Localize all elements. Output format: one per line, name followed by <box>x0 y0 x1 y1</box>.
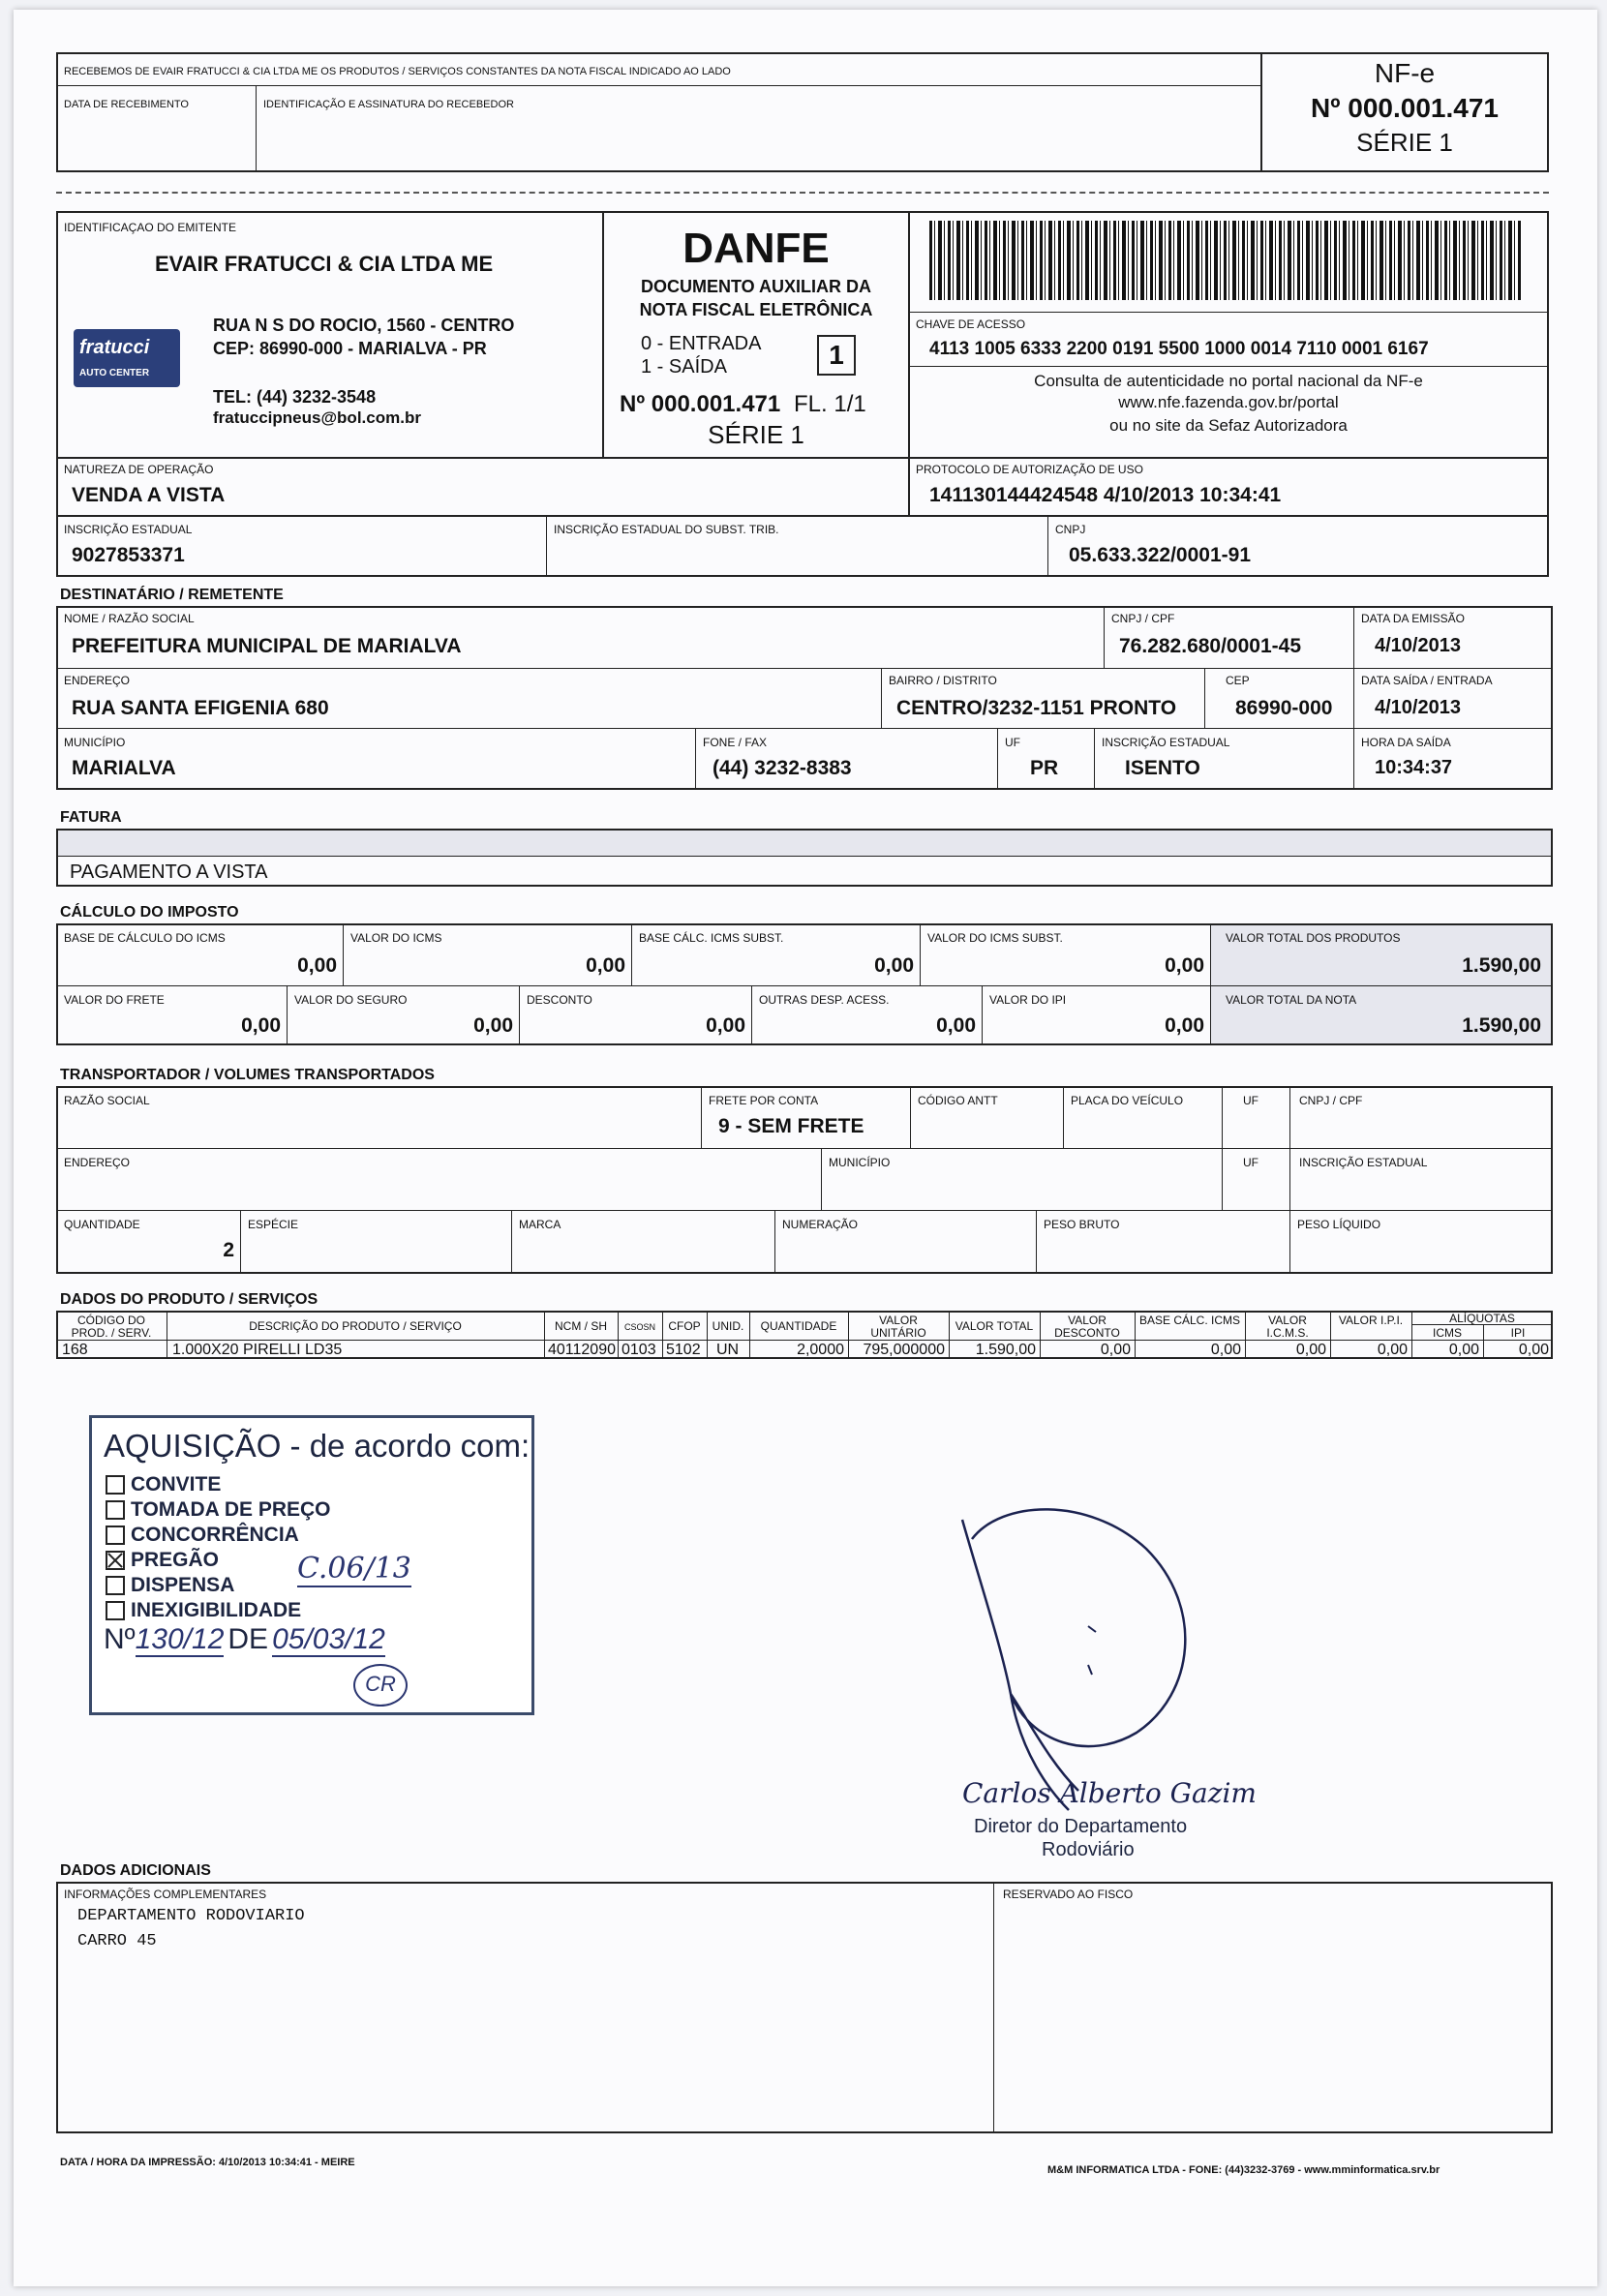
th-ncm: NCM / SH <box>555 1319 607 1333</box>
emitente-cep: CEP: 86990-000 - MARIALVA - PR <box>213 339 487 358</box>
ipi-label: VALOR DO IPI <box>989 993 1067 1007</box>
td-valor-ipi: 0,00 <box>1377 1342 1408 1358</box>
th-valor-ipi: VALOR I.P.I. <box>1338 1314 1404 1327</box>
stamp-concorrencia-label: CONCORRÊNCIA <box>131 1524 299 1546</box>
stamp-inexigibilidade-label: INEXIGIBILIDADE <box>131 1599 302 1621</box>
frete-label: VALOR DO FRETE <box>64 993 165 1007</box>
chave-consulta3: ou no site da Sefaz Autorizadora <box>1109 416 1348 435</box>
rodape-impressao: DATA / HORA DA IMPRESSÃO: 4/10/2013 10:34:41 - MEIRE <box>60 2157 355 2168</box>
td-quantidade: 2,0000 <box>797 1342 844 1358</box>
seguro-label: VALOR DO SEGURO <box>294 993 408 1007</box>
natureza-label: NATUREZA DE OPERAÇÃO <box>64 463 214 476</box>
th-base-icms: BASE CÁLC. ICMS <box>1138 1314 1241 1327</box>
rodape-software: M&M INFORMATICA LTDA - FONE: (44)3232-3769 - www.mminformatica.srv.br <box>1047 2164 1440 2176</box>
protocolo-label: PROTOCOLO DE AUTORIZAÇÃO DE USO <box>916 463 1143 476</box>
danfe-saida: 1 - SAÍDA <box>641 356 727 378</box>
dest-saida: 4/10/2013 <box>1375 697 1461 718</box>
dest-bairro-label: BAIRRO / DISTRITO <box>889 674 997 687</box>
transp-numeracao-label: NUMERAÇÃO <box>782 1218 859 1231</box>
fatura-valor: PAGAMENTO A VISTA <box>70 861 268 883</box>
dest-nome-label: NOME / RAZÃO SOCIAL <box>64 612 195 625</box>
td-base-icms: 0,00 <box>1210 1342 1241 1358</box>
th-codigo: CÓDIGO DO PROD. / SERV. <box>71 1314 152 1340</box>
cnpj-label: CNPJ <box>1055 523 1086 536</box>
canhoto-serie: SÉRIE 1 <box>1356 128 1453 157</box>
dest-cep: 86990-000 <box>1235 697 1333 719</box>
danfe-sub2: NOTA FISCAL ELETRÔNICA <box>639 300 873 319</box>
dest-cep-label: CEP <box>1226 674 1250 687</box>
stamp-de: DE <box>227 1623 269 1655</box>
seguro: 0,00 <box>473 1014 513 1037</box>
fatura-titulo: FATURA <box>60 809 122 826</box>
ie-subst-label: INSCRIÇÃO ESTADUAL DO SUBST. TRIB. <box>554 523 779 536</box>
desconto-label: DESCONTO <box>527 993 592 1007</box>
chave-consulta2: www.nfe.fazenda.gov.br/portal <box>1118 393 1339 411</box>
stamp-concorrencia <box>106 1523 331 1548</box>
desconto: 0,00 <box>706 1014 745 1037</box>
logo-sub: AUTO CENTER <box>79 368 150 378</box>
transp-municipio-label: MUNICÍPIO <box>829 1156 891 1169</box>
transp-frete: 9 - SEM FRETE <box>718 1115 864 1137</box>
canhoto-numero: Nº 000.001.471 <box>1311 93 1499 123</box>
th-descricao: DESCRIÇÃO DO PRODUTO / SERVIÇO <box>249 1319 462 1333</box>
transp-uf2-label: UF <box>1243 1156 1258 1169</box>
dest-nome: PREFEITURA MUNICIPAL DE MARIALVA <box>72 635 462 657</box>
th-csosn: CSOSN <box>623 1322 655 1332</box>
danfe-tipo-box: 1 <box>817 335 856 376</box>
dest-emissao-label: DATA DA EMISSÃO <box>1361 612 1465 625</box>
stamp-titulo: AQUISIÇÃO - de acordo com: <box>104 1428 531 1464</box>
stamp-dispensa-label: DISPENSA <box>131 1574 235 1596</box>
aquisicao-stamp <box>89 1415 534 1715</box>
fisco-label: RESERVADO AO FISCO <box>1003 1888 1134 1901</box>
td-unid: UN <box>716 1342 740 1358</box>
transp-antt-label: CÓDIGO ANTT <box>918 1094 998 1107</box>
danfe-entrada: 0 - ENTRADA <box>641 333 762 354</box>
canhoto-data-label: DATA DE RECEBIMENTO <box>64 99 189 110</box>
assinatura-cargo1: Diretor do Departamento <box>974 1816 1188 1837</box>
dest-fone: (44) 3232-8383 <box>713 757 852 779</box>
canhoto-nfe: NF-e <box>1374 58 1436 88</box>
signature-scribble <box>943 1500 1214 1820</box>
th-unid: UNID. <box>712 1319 744 1333</box>
transp-frete-label: FRETE POR CONTA <box>709 1094 819 1107</box>
emitente-label: IDENTIFICAÇAO DO EMITENTE <box>64 221 237 234</box>
dest-ie-label: INSCRIÇÃO ESTADUAL <box>1102 736 1230 749</box>
transp-endereco-label: ENDEREÇO <box>64 1156 131 1169</box>
transportador-titulo: TRANSPORTADOR / VOLUMES TRANSPORTADOS <box>60 1067 435 1083</box>
stamp-rubrica: CR <box>353 1664 408 1707</box>
danfe-fl: FL. 1/1 <box>794 391 866 417</box>
transp-quantidade: 2 <box>223 1239 234 1261</box>
info-linha2: CARRO 45 <box>77 1932 157 1950</box>
valor-icms-label: VALOR DO ICMS <box>350 931 442 945</box>
ie-valor: 9027853371 <box>72 544 185 566</box>
td-unitario: 795,000000 <box>863 1342 945 1358</box>
th-aliq-icms: ICMS <box>1433 1326 1462 1340</box>
dest-uf: PR <box>1030 757 1059 779</box>
total-nota: 1.590,00 <box>1462 1014 1541 1037</box>
td-descricao: 1.000X20 PIRELLI LD35 <box>172 1342 343 1358</box>
cut-line <box>56 192 1549 194</box>
assinatura-cargo2: Rodoviário <box>1042 1839 1135 1860</box>
dest-endereco-label: ENDEREÇO <box>64 674 131 687</box>
produtos-titulo: DADOS DO PRODUTO / SERVIÇOS <box>60 1291 318 1308</box>
ie-row <box>56 515 1549 577</box>
dest-saida-label: DATA SAÍDA / ENTRADA <box>1361 674 1493 687</box>
th-quantidade: QUANTIDADE <box>760 1319 837 1333</box>
protocolo-valor: 141130144424548 4/10/2013 10:34:41 <box>929 484 1282 506</box>
total-produtos: 1.590,00 <box>1462 954 1541 977</box>
emitente-email: fratuccipneus@bol.com.br <box>213 408 421 427</box>
emitente-logo <box>74 329 180 387</box>
td-aliq-icms: 0,00 <box>1448 1342 1479 1358</box>
canhoto-texto: RECEBEMOS DE EVAIR FRATUCCI & CIA LTDA ME OS PRODUTOS / SERVIÇOS CONSTANTES DA NOTA FISCAL INDICADO AO LADO <box>64 66 731 77</box>
danfe-page <box>14 10 1597 2286</box>
checkbox-icon <box>106 1576 125 1595</box>
stamp-tomada <box>106 1497 331 1523</box>
dest-uf-label: UF <box>1005 736 1020 749</box>
td-aliq-ipi: 0,00 <box>1518 1342 1549 1358</box>
transp-liquido-label: PESO LÍQUIDO <box>1297 1218 1381 1231</box>
danfe-numero: Nº 000.001.471 <box>620 391 781 417</box>
transp-uf-label: UF <box>1243 1094 1258 1107</box>
logo-text: fratucci <box>79 337 150 358</box>
emitente-endereco: RUA N S DO ROCIO, 1560 - CENTRO <box>213 316 515 335</box>
emitente-tel: TEL: (44) 3232-3548 <box>213 387 377 407</box>
outras-label: OUTRAS DESP. ACESS. <box>759 993 890 1007</box>
dest-cnpj-label: CNPJ / CPF <box>1111 612 1175 625</box>
dest-municipio: MARIALVA <box>72 757 176 779</box>
th-total: VALOR TOTAL <box>955 1319 1034 1333</box>
th-aliq-ipi: IPI <box>1510 1326 1526 1340</box>
ipi: 0,00 <box>1165 1014 1204 1037</box>
canhoto-ident-label: IDENTIFICAÇÃO E ASSINATURA DO RECEBEDOR <box>263 99 514 110</box>
valor-subst-label: VALOR DO ICMS SUBST. <box>927 931 1063 945</box>
dest-bairro: CENTRO/3232-1151 PRONTO <box>896 697 1177 719</box>
danfe-serie: SÉRIE 1 <box>708 420 804 449</box>
th-valor-icms: VALOR I.C.M.S. <box>1266 1314 1309 1340</box>
info-linha1: DEPARTAMENTO RODOVIARIO <box>77 1907 305 1925</box>
transp-razao-label: RAZÃO SOCIAL <box>64 1094 150 1107</box>
dest-emissao: 4/10/2013 <box>1375 635 1461 656</box>
transp-placa-label: PLACA DO VEÍCULO <box>1071 1094 1184 1107</box>
checkbox-icon <box>106 1500 125 1520</box>
base-icms-label: BASE DE CÁLCULO DO ICMS <box>64 931 226 945</box>
td-cfop: 5102 <box>666 1342 701 1358</box>
barcode <box>929 221 1522 300</box>
checkbox-icon <box>106 1475 125 1495</box>
td-csosn: 0103 <box>622 1342 656 1358</box>
ie-label: INSCRIÇÃO ESTADUAL <box>64 523 193 536</box>
info-label: INFORMAÇÕES COMPLEMENTARES <box>64 1888 267 1901</box>
dest-hora: 10:34:37 <box>1375 757 1453 778</box>
stamp-convite <box>106 1472 331 1497</box>
th-aliquotas: ALÍQUOTAS <box>1449 1312 1515 1325</box>
stamp-numero-prefix: Nº <box>104 1623 136 1655</box>
dest-ie: ISENTO <box>1125 757 1200 779</box>
stamp-convite-label: CONVITE <box>131 1473 222 1495</box>
cnpj-valor: 05.633.322/0001-91 <box>1069 544 1252 566</box>
destinatario-titulo: DESTINATÁRIO / REMETENTE <box>60 587 284 603</box>
total-nota-label: VALOR TOTAL DA NOTA <box>1226 993 1357 1007</box>
dest-endereco: RUA SANTA EFIGENIA 680 <box>72 697 329 719</box>
frete: 0,00 <box>241 1014 281 1037</box>
dest-municipio-label: MUNICÍPIO <box>64 736 126 749</box>
base-icms: 0,00 <box>297 954 337 977</box>
stamp-pregao-label: PREGÃO <box>131 1549 220 1571</box>
transp-quantidade-label: QUANTIDADE <box>64 1218 140 1231</box>
dest-fone-label: FONE / FAX <box>703 736 768 749</box>
assinatura-nome: Carlos Alberto Gazim <box>962 1777 1257 1809</box>
stamp-manuscrito: C.06/13 <box>297 1552 411 1586</box>
transp-ie-label: INSCRIÇÃO ESTADUAL <box>1299 1156 1428 1169</box>
total-produtos-label: VALOR TOTAL DOS PRODUTOS <box>1226 931 1401 945</box>
outras: 0,00 <box>936 1014 976 1037</box>
chave-label: CHAVE DE ACESSO <box>916 317 1026 331</box>
checked-box-icon <box>106 1551 125 1570</box>
base-subst-label: BASE CÁLC. ICMS SUBST. <box>639 931 784 945</box>
transp-bruto-label: PESO BRUTO <box>1044 1218 1120 1231</box>
stamp-data: 05/03/12 <box>272 1623 385 1655</box>
stamp-numero: 130/12 <box>135 1623 225 1655</box>
th-unitario: VALOR UNITÁRIO <box>870 1314 926 1340</box>
td-codigo: 168 <box>62 1342 88 1358</box>
dest-cnpj: 76.282.680/0001-45 <box>1119 635 1302 657</box>
transp-marca-label: MARCA <box>519 1218 561 1231</box>
stamp-tomada-label: TOMADA DE PREÇO <box>131 1498 331 1521</box>
transp-cnpj-label: CNPJ / CPF <box>1299 1094 1363 1107</box>
natureza-valor: VENDA A VISTA <box>72 484 226 506</box>
td-desconto: 0,00 <box>1100 1342 1131 1358</box>
td-ncm: 40112090 <box>548 1342 616 1358</box>
transp-especie-label: ESPÉCIE <box>248 1218 299 1231</box>
danfe-titulo: DANFE <box>682 225 830 272</box>
emitente-nome: EVAIR FRATUCCI & CIA LTDA ME <box>155 252 494 276</box>
stamp-numero-line <box>104 1623 385 1656</box>
chave-consulta1: Consulta de autenticidade no portal nacional da NF-e <box>1034 372 1423 390</box>
valor-subst: 0,00 <box>1165 954 1204 977</box>
checkbox-icon <box>106 1601 125 1620</box>
td-total: 1.590,00 <box>975 1342 1036 1358</box>
adicionais-titulo: DADOS ADICIONAIS <box>60 1862 211 1879</box>
danfe-sub1: DOCUMENTO AUXILIAR DA <box>641 277 871 296</box>
stamp-inexigibilidade <box>106 1598 331 1623</box>
dest-hora-label: HORA DA SAÍDA <box>1361 736 1451 749</box>
th-desconto: VALOR DESCONTO <box>1054 1314 1120 1340</box>
base-subst: 0,00 <box>874 954 914 977</box>
chave-valor: 4113 1005 6333 2200 0191 5500 1000 0014 7110 0001 6167 <box>929 339 1429 359</box>
th-cfop: CFOP <box>668 1319 701 1333</box>
td-valor-icms: 0,00 <box>1295 1342 1326 1358</box>
imposto-titulo: CÁLCULO DO IMPOSTO <box>60 904 239 921</box>
valor-icms: 0,00 <box>586 954 625 977</box>
checkbox-icon <box>106 1526 125 1545</box>
